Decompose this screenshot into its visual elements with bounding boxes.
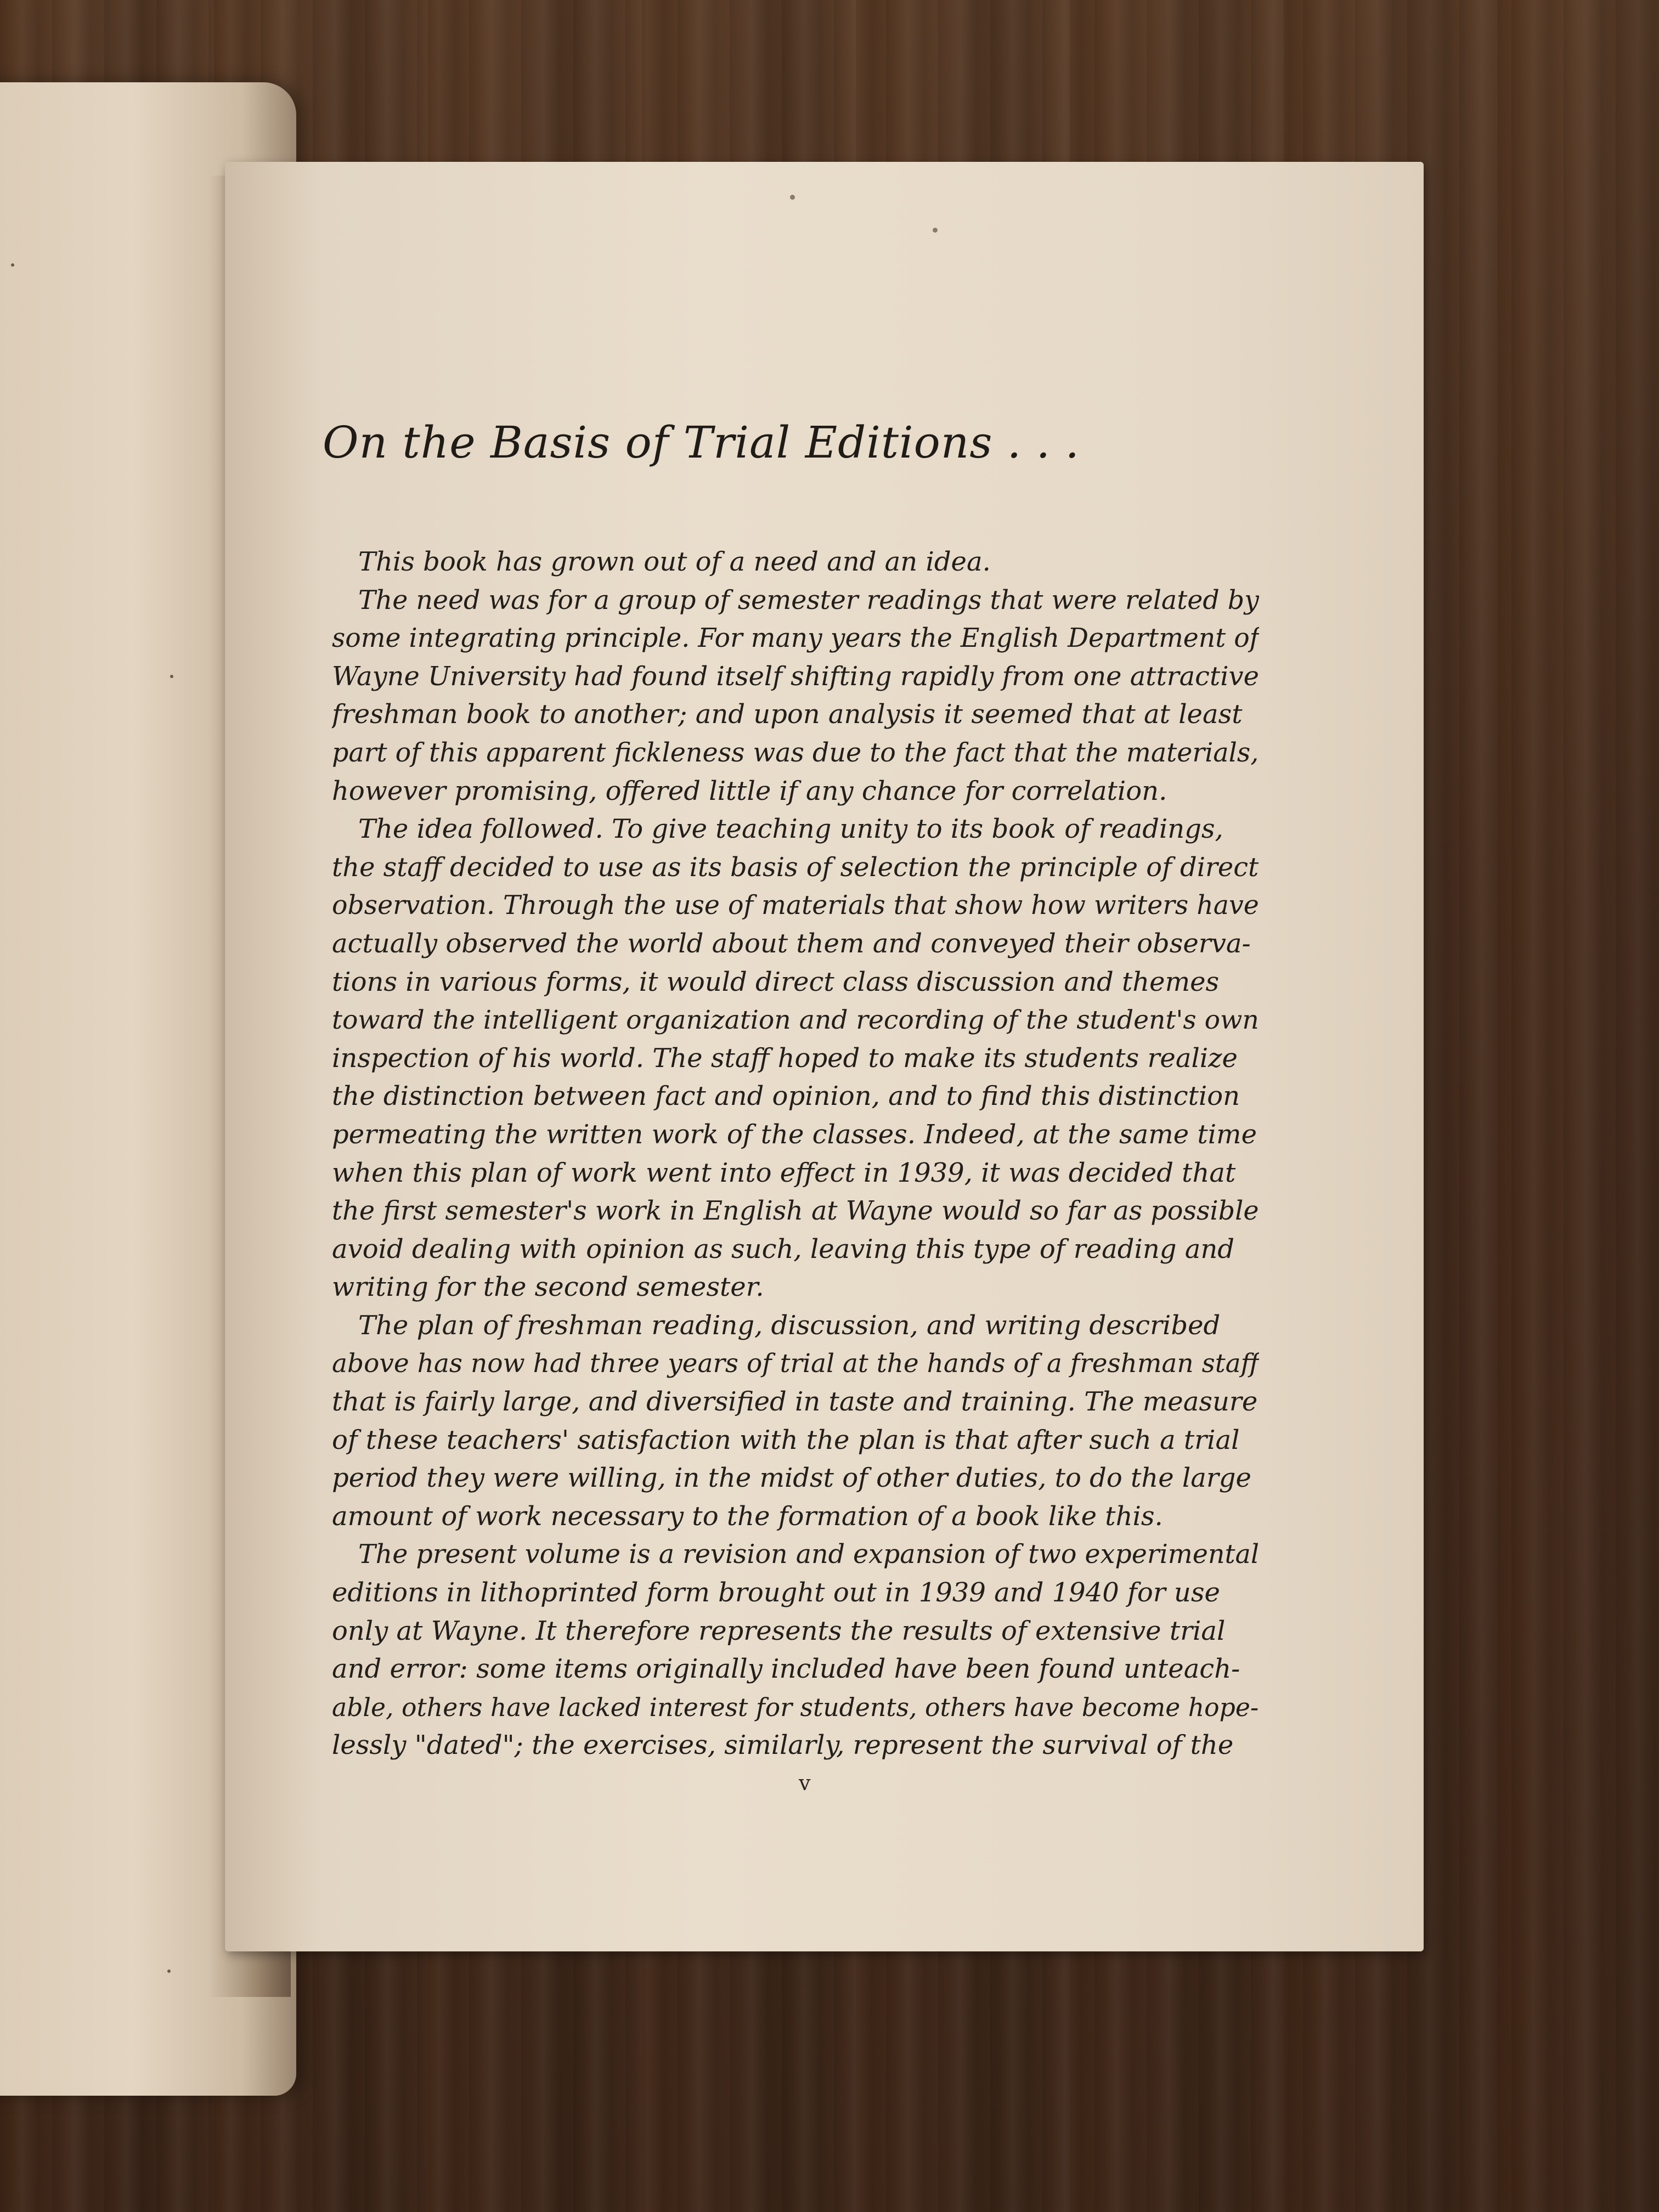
- page-speck: [790, 195, 795, 200]
- text-line: Wayne University had found itself shifting rapidly from one attractive: [332, 661, 1259, 692]
- text-line: above has now had three years of trial at the hands of a freshman staff: [332, 1348, 1259, 1379]
- text-line: of these teachers' satisfaction with the plan is that after such a trial: [332, 1424, 1240, 1455]
- text-line: and error: some items originally included have been found unteach-: [332, 1654, 1240, 1685]
- text-line: The plan of freshman reading, discussion, and writing described: [358, 1310, 1221, 1341]
- text-line: only at Wayne. It therefore represents the results of extensive trial: [332, 1615, 1226, 1646]
- text-line: inspection of his world. The staff hoped to make its students realize: [332, 1042, 1238, 1074]
- text-line: freshman book to another; and upon analysis it seemed that at least: [332, 699, 1243, 730]
- text-line: amount of work necessary to the formation of a book like this.: [332, 1500, 1163, 1532]
- text-line: editions in lithoprinted form brought out in 1939 and 1940 for use: [332, 1577, 1220, 1609]
- text-line: some integrating principle. For many years the English Department of: [332, 623, 1259, 654]
- text-line: able, others have lacked interest for students, others have become hope-: [332, 1692, 1259, 1722]
- page-speck: [933, 228, 938, 233]
- text-line: part of this apparent fickleness was due to the fact that the materials,: [332, 737, 1259, 768]
- text-line: The present volume is a revision and expansion of two experimental: [358, 1539, 1259, 1570]
- text-line: toward the intelligent organization and recording of the student's own: [332, 1005, 1259, 1036]
- page-speck: [11, 263, 14, 267]
- text-line: writing for the second semester.: [332, 1272, 764, 1303]
- body-text: [332, 543, 1259, 1765]
- text-line: The idea followed. To give teaching unity to its book of readings,: [358, 814, 1223, 845]
- text-line: that is fairly large, and diversified in taste and training. The measure: [332, 1386, 1258, 1418]
- text-line: avoid dealing with opinion as such, leaving this type of reading and: [332, 1233, 1235, 1265]
- text-line: lessly "dated"; the exercises, similarly, represent the survival of the: [332, 1730, 1234, 1761]
- text-line: actually observed the world about them and conveyed their observa-: [332, 928, 1251, 959]
- text-line: however promising, offered little if any chance for correlation.: [332, 775, 1167, 806]
- page-speck: [170, 675, 173, 678]
- text-line: when this plan of work went into effect in 1939, it was decided that: [332, 1157, 1236, 1188]
- page-speck: [167, 1970, 171, 1973]
- text-line: the distinction between fact and opinion, and to find this distinction: [332, 1081, 1240, 1112]
- text-line: the first semester's work in English at Wayne would so far as possible: [332, 1196, 1259, 1227]
- page-number: v: [799, 1771, 811, 1795]
- text-line: permeating the written work of the classes. Indeed, at the same time: [332, 1119, 1257, 1150]
- text-line: This book has grown out of a need and an idea.: [358, 546, 991, 577]
- text-line: the staff decided to use as its basis of selection the principle of direct: [332, 852, 1259, 883]
- text-line: tions in various forms, it would direct class discussion and themes: [332, 966, 1220, 997]
- text-line: period they were willing, in the midst of other duties, to do the large: [332, 1463, 1251, 1494]
- text-line: The need was for a group of semester readings that were related by: [358, 585, 1259, 616]
- page-title: On the Basis of Trial Editions . . .: [323, 417, 1080, 468]
- text-line: observation. Through the use of materials that show how writers have: [332, 890, 1259, 921]
